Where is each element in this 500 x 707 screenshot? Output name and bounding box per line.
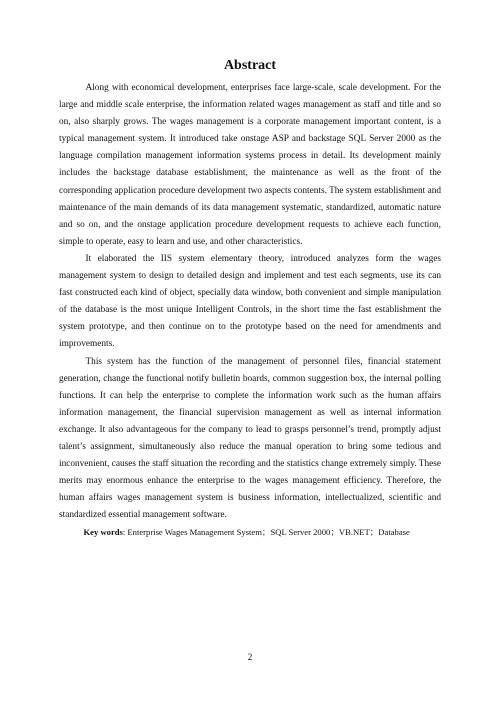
- abstract-body: [59, 80, 441, 541]
- keywords-text: : Enterprise Wages Management System；SQL Server 2000；VB.NET；Database: [122, 527, 410, 538]
- keywords-line: [59, 524, 441, 541]
- abstract-paragraph-3: This system has the function of the management of personnel files, financial statement generation, change the functional notify bulletin boards, common suggestion box, the internal polling functions. It can help the enterprise to complete the information work such as the human affairs information management, the financial supervision management as well as internal information exchange. It also advantageous for the company to lead to grasps personnel’s trend, promptly adjust talent’s assignment, simultaneously also reduce the manual operation to bring some tedious and inconvenient, causes the staff situation the recording and the statistics change extremely simply. These merits may enormous enhance the enterprise to the wages management efficiency. Therefore, the human affairs wages management system is business information, intellectualized, scientific and standardized essential management software.: [59, 356, 441, 521]
- abstract-paragraph-1: Along with economical development, enterprises face large-scale, scale development. For the large and middle scale enterprise, the information related wages management as staff and title and so on, also sharply grows. The wages management is a corporate management important content, is a typical management system. It introduced take onstage ASP and backstage SQL Server 2000 as the language compilation management information systems process in detail. Its development mainly includes the backstage database establishment, the maintenance as well as the front of the corresponding application procedure development two aspects contents. The system establishment and maintenance of the main demands of its data management systematic, standardized, automatic nature and so on, and the onstage application procedure development requests to achieve each function, simple to operate, easy to learn and use, and other characteristics.: [59, 83, 441, 247]
- abstract-title: Abstract: [223, 58, 277, 73]
- page-number: 2: [247, 652, 253, 662]
- keywords-label: Key words: [83, 527, 123, 538]
- abstract-paragraph-2: It elaborated the IIS system elementary theory, introduced analyzes form the wages management system to design to detailed design and implement and test each segments, use its can fast constructed each kind of object, specially data window, both convenient and simple manipulation of the database is the most unique Intelligent Controls, in the short time the fast establishment the system prototype, and then continue on to the prototype based on the need for amendments and improvements.: [59, 253, 441, 350]
